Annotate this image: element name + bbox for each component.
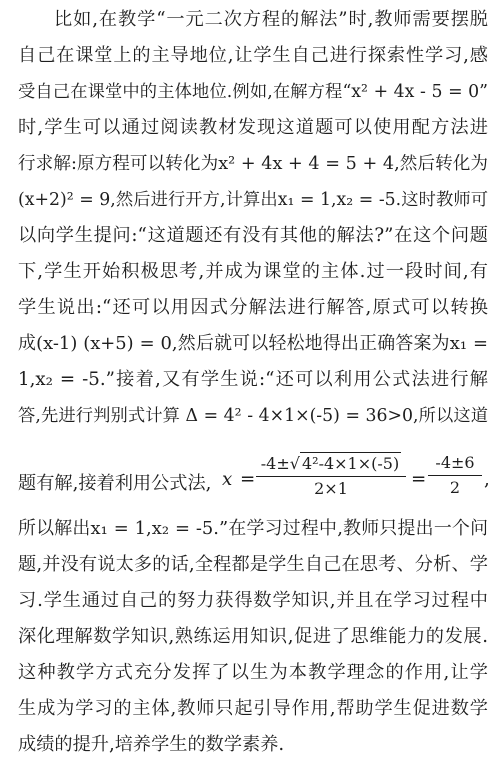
paragraph-line: 答,先进行判别式计算 Δ = 4² - 4×1×(-5) = 36>0,所以这道 bbox=[18, 406, 488, 426]
numerator-prefix: -4± bbox=[260, 454, 290, 473]
sqrt-symbol: √ bbox=[289, 454, 300, 473]
quadratic-formula-fraction bbox=[256, 452, 406, 500]
paragraph-line: 行求解:原方程可以转化为x² + 4x + 4 = 5 + 4,然后转化为 bbox=[18, 154, 488, 174]
paragraph-line: 时,学生可以通过阅读教材发现这道题可以使用配方法进 bbox=[18, 117, 488, 138]
fraction-denominator: 2×1 bbox=[314, 479, 348, 498]
paragraph-line: 自己在课堂上的主导地位,让学生自己进行探索性学习,感 bbox=[18, 45, 488, 66]
paragraph-line: 学生说出:“还可以用因式分解法进行解答,原式可以转换 bbox=[18, 297, 488, 318]
formula-equals-2: = bbox=[411, 469, 427, 490]
paragraph-line: 1,x₂ = -5.”接着,又有学生说:“还可以利用公式法进行解 bbox=[18, 369, 488, 390]
formula-variable: x bbox=[222, 469, 233, 490]
paragraph-line: 比如,在教学“一元二次方程的解法”时,教师需要摆脱 bbox=[54, 9, 488, 30]
fraction-numerator bbox=[256, 452, 406, 475]
formula-tail: , bbox=[484, 469, 490, 490]
fraction-bar-2 bbox=[428, 475, 482, 476]
fraction-numerator-2: -4±6 bbox=[435, 453, 475, 472]
paragraph-line: 生成为学习的主体,教师只起引导作用,帮助学生促进数学 bbox=[18, 698, 488, 719]
paragraph-line: 下,学生开始积极思考,并成为课堂的主体.过一段时间,有 bbox=[18, 261, 488, 282]
simplified-fraction bbox=[428, 452, 482, 499]
paragraph-line: (x+2)² = 9,然后进行开方,计算出x₁ = 1,x₂ = -5.这时教师可 bbox=[18, 190, 488, 210]
fraction-bar bbox=[256, 476, 406, 477]
paragraph-line: 这种教学方式充分发挥了以生为本教学理念的作用,让学 bbox=[18, 662, 488, 683]
formula-line bbox=[18, 450, 488, 510]
radicand: 4²-4×1×(-5) bbox=[301, 454, 400, 473]
fraction-denominator-2: 2 bbox=[449, 478, 461, 497]
paragraph-line: 受自己在课堂中的主体地位.例如,在解方程“x² + 4x - 5 = 0” bbox=[18, 82, 488, 102]
paragraph-line: 以向学生提问:“这道题还有没有其他的解法?”在这个问题 bbox=[18, 225, 488, 246]
formula-lead-text: 题有解,接着利用公式法, bbox=[18, 473, 212, 494]
formula-equals: = bbox=[240, 469, 256, 490]
paragraph-line: 成(x-1) (x+5) = 0,然后就可以轻松地得出正确答案为x₁ = bbox=[18, 333, 488, 354]
paragraph-line: 习.学生通过自己的努力获得数学知识,并且在学习过程中 bbox=[18, 590, 488, 611]
paragraph-line: 所以解出x₁ = 1,x₂ = -5.”在学习过程中,教师只提出一个问 bbox=[18, 518, 488, 539]
paragraph-line: 题,并没有说太多的话,全程都是学生自己在思考、分析、学 bbox=[18, 554, 488, 575]
paragraph-line: 成绩的提升,培养学生的数学素养. bbox=[18, 734, 285, 755]
paragraph-line: 深化理解数学知识,熟练运用知识,促进了思维能力的发展. bbox=[18, 626, 488, 647]
